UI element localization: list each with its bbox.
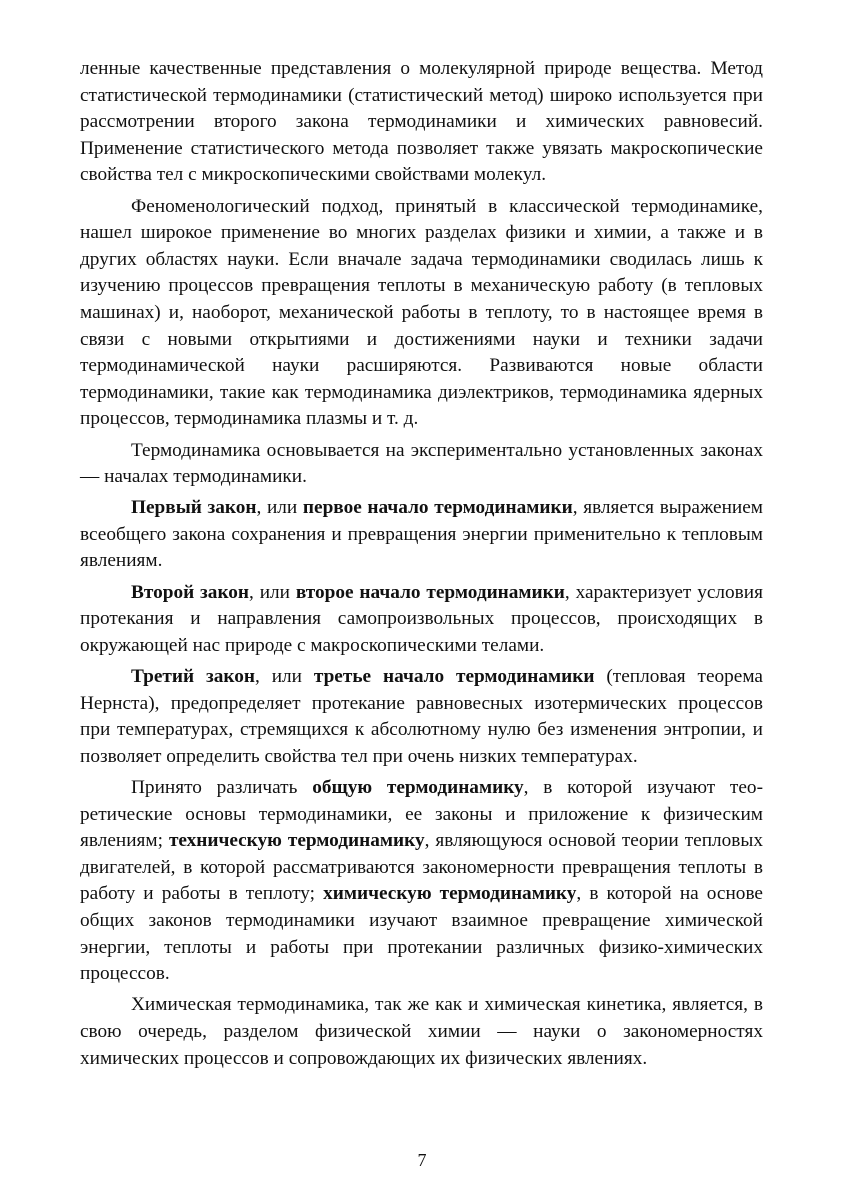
- page-number: 7: [417, 1150, 427, 1170]
- term-technical-thermodynamics: техническую термодинамику: [168, 830, 425, 852]
- term-first-law: Первый закон: [131, 497, 257, 519]
- paragraph-3: [80, 438, 763, 491]
- text-run: ленные качественные представления о молекулярной природе вещества. Метод статистической термодинамики (статистический метод) широко используется при рассмотрении второго закона термодинамики и химических равновесий. Применение статистического метода позволяет также увязать макроскопические свойства тел с микроскопическими свойствами молекул.: [80, 58, 763, 186]
- term-first-principle: первое начало термодинамики: [302, 497, 573, 519]
- text-run: Феноменологический подход, принятый в классической термодинамике, нашел широкое применение во многих разделах физики и химии, а также и в других областях науки. Если вначале задача термодинамики сводилась лишь к изучению процессов превращения теплоты в механическую работу (в тепловых машинах) и, наоборот, механической работы в теплоту, то в настоящее время в связи с новыми открытиями и достижениями науки и техники задачи термодинамической науки расширяются. Развиваются новые области термодинамики, такие как термодинамика диэлектриков, термодинамика ядерных процессов, термодинамика плазмы и т. д.: [80, 195, 763, 430]
- term-chemical-thermodynamics: химическую термодинамику: [323, 883, 577, 905]
- term-second-principle: второе начало термодинамики: [295, 581, 565, 603]
- text-run: , в которой изучают теоретические основы термодинамики, ее законы и приложение к физическим явлениям;: [80, 777, 763, 852]
- text-run: , в которой на основе общих законов термодинамики изучают взаимное превращение химической энергии, теплоты и работы при протекании различных физико-химических процессов.: [80, 883, 763, 985]
- paragraph-2: [80, 194, 763, 433]
- text-run: Термодинамика основывается на экспериментально установленных законах — началах термодинамики.: [80, 439, 763, 488]
- paragraph-last: [80, 992, 763, 1072]
- paragraph-third-law: [80, 664, 763, 770]
- text-run: Принято различать: [131, 777, 313, 798]
- text-run: , характеризует условия протекания и направления самопроизвольных процессов, происходящих в окружающей нас природе с макроскопическими телами.: [80, 581, 763, 656]
- text-run: , или: [254, 666, 314, 688]
- term-third-principle: третье начало термодинамики: [313, 666, 595, 688]
- text-run: Химическая термодинамика, так же как и химическая кинетика, является, в свою очередь, разделом физической химии — науки о закономерностях химических процессов и сопровождающих их физических явлениях.: [80, 994, 763, 1069]
- term-second-law: Второй закон: [131, 581, 250, 603]
- paragraph-first-law: [80, 495, 763, 575]
- text-run: , является выражением всеобщего закона сохранения и превращения энергии применительно к тепловым явлениям.: [80, 497, 763, 572]
- text-run: , или: [256, 497, 303, 519]
- text-run: , являющуюся основой теории тепловых двигателей, в которой рассматриваются закономерности превращения теплоты в работу и работы в теплоту;: [80, 830, 763, 905]
- term-general-thermodynamics: общую термодинамику: [312, 777, 524, 798]
- text-run: (тепловая теорема Нернста), предопределяет протекание равновесных изотермических процессов при температурах, стремящихся к абсолютному нулю без изменения энтропии, и позволяет определить свойства тел при очень низких температурах.: [80, 666, 763, 767]
- page-body: [80, 56, 763, 1072]
- text-run: , или: [249, 581, 296, 603]
- paragraph-second-law: [80, 580, 763, 660]
- paragraph-1: [80, 56, 763, 189]
- term-third-law: Третий закон: [131, 666, 255, 688]
- paragraph-branches: [80, 775, 763, 988]
